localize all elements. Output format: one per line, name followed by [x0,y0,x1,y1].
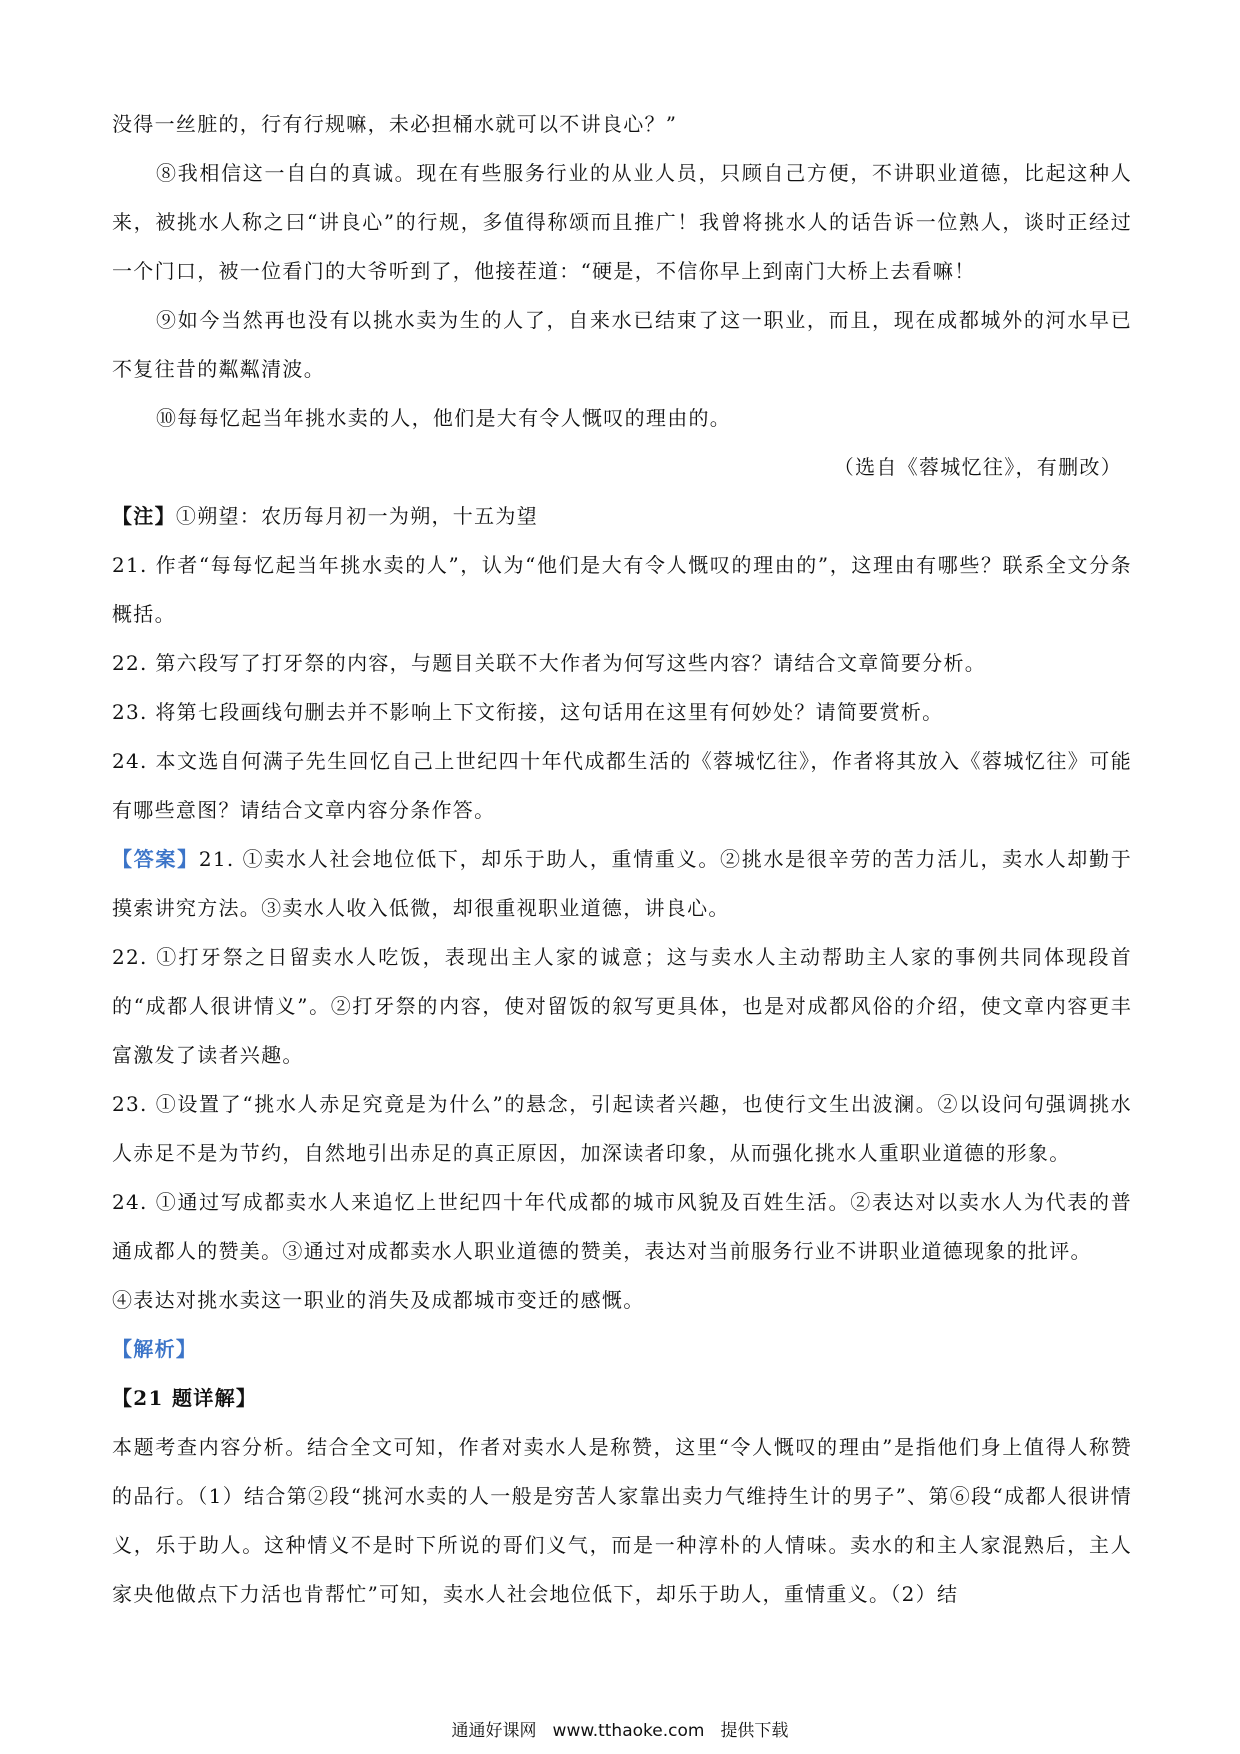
question-23: 23. 将第七段画线句删去并不影响上下文衔接，这句话用在这里有何妙处？请简要赏析。 [112,700,944,724]
note [112,492,1132,541]
analysis-21-text: 本题考查内容分析。结合全文可知，作者对卖水人是称赞，这里“令人慨叹的理由”是指他们身上值得人称赞的品行。（1）结合第②段“挑河水卖的人一般是穷苦人家靠出卖力气维持生计的男子”、第⑥段“成都人很讲情义，乐于助人。这种情义不是时下所说的哥们义气，而是一种淳朴的人情味。卖水的和主人家混熟后，主人家央他做点下力活也肯帮忙”可知，卖水人社会地位低下，却乐于助人，重情重义。（2）结 [112,1435,1132,1606]
footer-suffix: 提供下载 [720,1721,789,1741]
answer-24-continued: ④表达对挑水卖这一职业的消失及成都城市变迁的感慨。 [112,1288,645,1312]
article-paragraph-8: ⑧我相信这一自白的真诚。现在有些服务行业的从业人员，只顾自己方便，不讲职业道德，比起这种人来，被挑水人称之曰“讲良心”的行规，多值得称颂而且推广！我曾将挑水人的话告诉一位熟人，谈时正经过一个门口，被一位看门的大爷听到了，他接茬道：“硬是，不信你早上到南门大桥上去看嘛！ [112,161,1132,283]
answer-22: 22. ①打牙祭之日留卖水人吃饭，表现出主人家的诚意；这与卖水人主动帮助主人家的事例共同体现段首的“成都人很讲情义”。②打牙祭的内容，使对留饭的叙写更具体，也是对成都风俗的介绍，使文章内容更丰富激发了读者兴趣。 [112,945,1132,1067]
answer-24: 24. ①通过写成都卖水人来追忆上世纪四十年代成都的城市风貌及百姓生活。②表达对以卖水人为代表的普通成都人的赞美。③通过对成都卖水人职业道德的赞美，表达对当前服务行业不讲职业道德现象的批评。 [112,1190,1132,1263]
footer-url[interactable]: www.tthaoke.com [552,1721,705,1741]
answer-23: 23. ①设置了“挑水人赤足究竟是为什么”的悬念，引起读者兴趣，也使行文生出波澜。②以设问句强调挑水人赤足不是为节约，自然地引出赤足的真正原因，加深读者印象，从而强化挑水人重职业道德的形象。 [112,1092,1132,1165]
article-source: （选自《蓉城忆往》，有删改） [833,455,1122,479]
page-footer [0,1716,1240,1741]
article-paragraph-7-end: 没得一丝脏的，行有行规嘛，未必担桶水就可以不讲良心？” [112,112,678,136]
analysis-21-heading: 【21 题详解】 [112,1386,258,1410]
answer-tag: 【答案】 [112,847,199,871]
answer-21-text: 21. ①卖水人社会地位低下，却乐于助人，重情重义。②挑水是很辛劳的苦力活儿，卖水人却勤于摸索讲究方法。③卖水人收入低微，却很重视职业道德，讲良心。 [112,847,1132,920]
note-tag: 【注】 [112,504,176,528]
question-22: 22. 第六段写了打牙祭的内容，与题目关联不大作者为何写这些内容？请结合文章简要分析。 [112,651,987,675]
article-paragraph-10: ⑩每每忆起当年挑水卖的人，他们是大有令人慨叹的理由的。 [156,406,732,430]
note-text: ①朔望：农历每月初一为朔，十五为望 [175,504,539,528]
question-24: 24. 本文选自何满子先生回忆自己上世纪四十年代成都生活的《蓉城忆往》，作者将其放入《蓉城忆往》可能有哪些意图？请结合文章内容分条作答。 [112,749,1132,822]
footer-site: 通通好课网 [451,1721,537,1741]
answer-21 [112,835,1132,933]
analysis-tag: 【解析】 [112,1337,198,1361]
article-paragraph-9: ⑨如今当然再也没有以挑水卖为生的人了，自来水已结束了这一职业，而且，现在成都城外的河水早已不复往昔的粼粼清波。 [112,308,1132,381]
question-21: 21. 作者“每每忆起当年挑水卖的人”，认为“他们是大有令人慨叹的理由的”，这理由有哪些？联系全文分条概括。 [112,553,1132,626]
document-body [112,100,1132,1619]
